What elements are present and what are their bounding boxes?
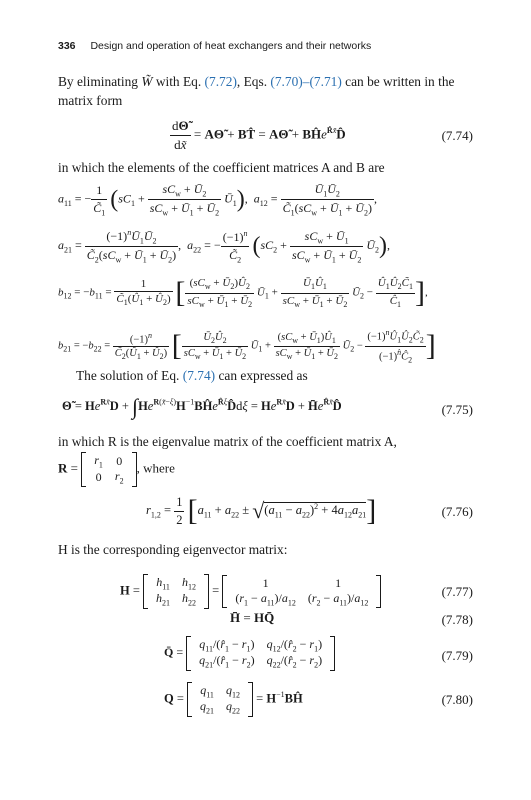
equation-number: (7.78) — [441, 612, 473, 627]
equation-ref-link[interactable]: (7.74) — [182, 368, 216, 383]
paragraph-eliminating: By eliminating W̃ with Eq. (7.72), Eqs. (7.70)–(7.71) can be written in the matrix form — [58, 74, 455, 108]
variable-w: W̃ — [141, 74, 153, 89]
equation-number: (7.76) — [441, 504, 473, 519]
equation-7-74: $\frac{d\Thetã}{dx̃}$ = AΘ̃ + BT̂ = AΘ̃ + BĤe$^{R̂x̃}$D̂ — [172, 118, 346, 152]
running-header — [58, 40, 371, 52]
equation-7-77: H = $h_{11}$ $h_{12}$ $h_{21}$ $h_{22}$ = 1 1 $(r_1 - a_{11})/a_{12}$ $(r_2 - a_{11})/a_{12}$ — [120, 574, 381, 609]
equation-7-80: Q = $q_{11}$ $q_{12}$ $q_{21}$ $q_{22}$ = $H^{-1}BĤ$ — [164, 683, 303, 716]
equation-number: (7.74) — [441, 128, 473, 143]
paragraph-coefficients: in which the elements of the coefficient matrices A and B are — [58, 160, 385, 175]
equation-b12: $b_{12} = -b_{11}$ = $\frac{1}{C̃_1(Û_1 + Û_2)}$ [ $\frac{(sC_w + Ū_2)Û_2}{sC_w + Ū_1 + Ū_2}$ $Ū_1$ + $\frac{Ū_1Û_1}{sC_w + Ū_1 + Ū_2}$ $Ū_2$ − $\frac{Û_1Û_2C̃_1}{Ĉ_1}$ ], — [58, 276, 428, 309]
equation-7-75: Θ̃ = $He^{Rx̃}D$ + $\int He^{R(x̃-\xi)}H^{-1}BĤe^{R̂\xi}D̂d\xi = He^{Rx̃}D$ + $H̄e^{R̂x̃}D̂$ — [62, 394, 342, 419]
equation-number: (7.75) — [441, 402, 473, 417]
equation-b21: $b_{21} = -b_{22}$ = $\frac{(-1)^n}{C̃_2(Û_1 + Û_2)}$ [ $\frac{Ū_2Û_2}{sC_w + Ū_1 + Ū_2}$ $Ū_1$ + $\frac{(sC_w + Ū_1)Û_1}{sC_w + Ū_1 + Ū_2}$ $Ū_2$ − $\frac{(-1)^nÛ_1Û_2C̃_2}{(-1)^{n̂}Ĉ_2}$ ] — [58, 328, 436, 365]
paragraph-eigenvalue: in which R is the eigenvalue matrix of the coefficient matrix A, — [58, 434, 397, 449]
equation-7-79: Q̄ = $q_{11}/(r̂_1 - r_1)$ $q_{12}/(r̂_2 - r_1)$ $q_{21}/(r̂_1 - r_2)$ $q_{22}/(r̂_2 - r_2)$ — [164, 636, 335, 671]
paragraph-solution: The solution of Eq. (7.74) can expressed as — [76, 368, 308, 383]
equation-a11-a12: $a_{11}$ = − $\frac{1}{C̃_1}$ ($sC_1$ + $\frac{sC_w + Ū_2}{sC_w + Ū_1 + Ū_2}$ $Ū_1$), $a_{12}$ = $\frac{Ū_1Ū_2}{C̃_1(sC_w + Ū_1 + Ū_2)}$ , — [58, 182, 377, 218]
running-title: Design and operation of heat exchangers and their networks — [90, 40, 372, 52]
equation-a21-a22: $a_{21}$ = $\frac{(-1)^nŪ_1Ū_2}{C̃_2(sC_w + Ū_1 + Ū_2)}$ , $a_{22}$ = − $\frac{(-1)^n}{C̃_2}$ ($sC_2$ + $\frac{sC_w + Ū_1}{sC_w + Ū_1 + Ū_2}$ $Ū_2$), — [58, 228, 390, 265]
equation-number: (7.80) — [441, 692, 473, 707]
equation-ref-link[interactable]: (7.70)–(7.71) — [270, 74, 342, 89]
equation-number: (7.77) — [441, 584, 473, 599]
equation-r-matrix: R = $r_1$ 0 0 $r_2$ , where — [58, 453, 175, 486]
equation-ref-link[interactable]: (7.72) — [204, 74, 237, 89]
equation-7-76: $r_{1,2}$ = $\frac{1}{2}$ $[a_{11} + a_{22} \pm √(a_{11} - a_{22})^2 + 4a_{12}a_{21}]$ — [146, 494, 377, 527]
paragraph-eigenvector: H is the corresponding eigenvector matrix: — [58, 542, 288, 557]
page-number: 336 — [58, 40, 76, 52]
equation-7-78: H̄ = HQ̄ — [230, 610, 275, 625]
equation-number: (7.79) — [441, 648, 473, 663]
